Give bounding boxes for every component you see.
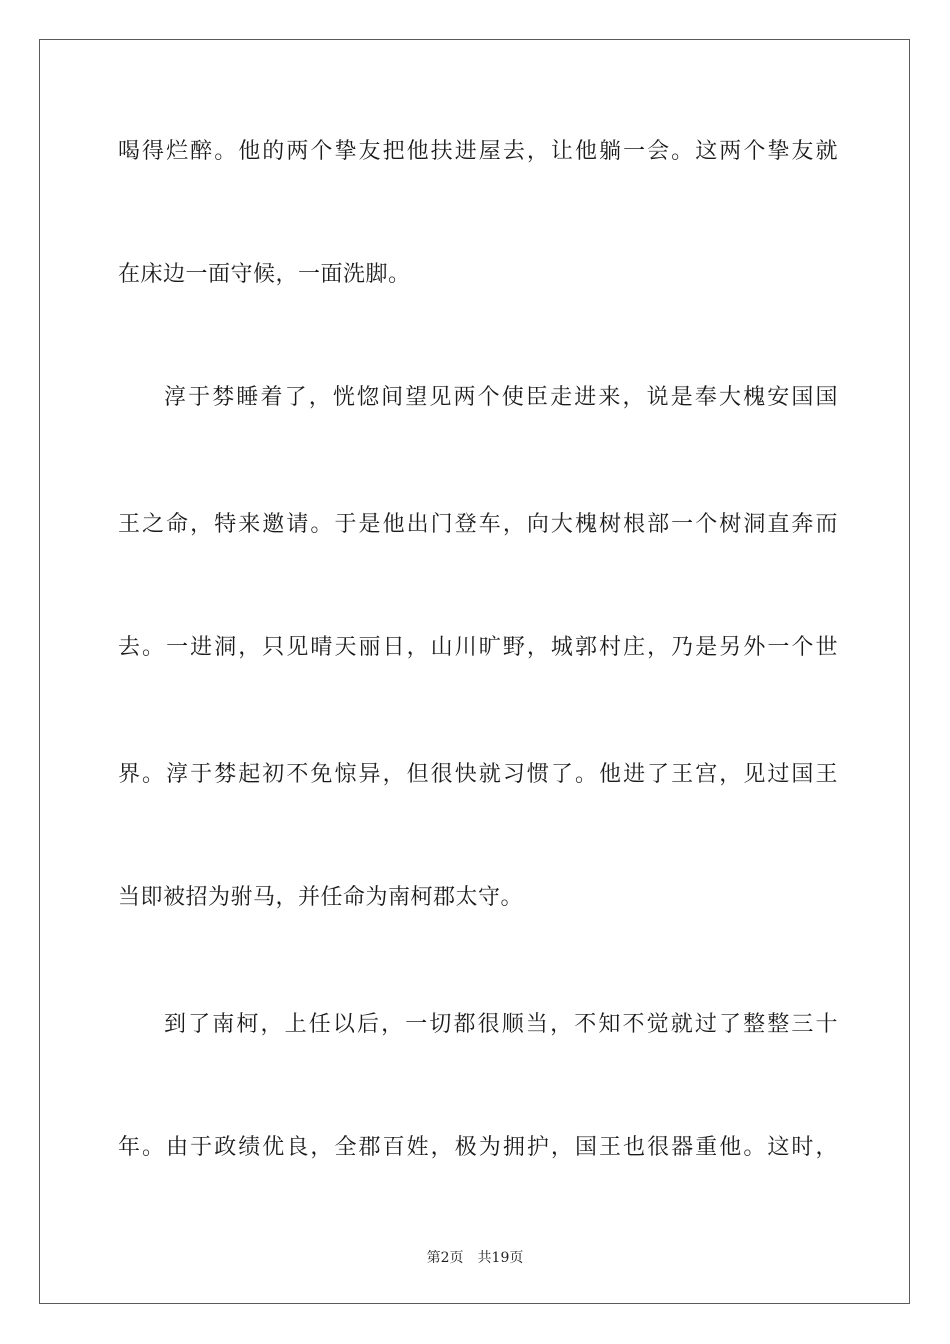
- page-border: [39, 39, 910, 1304]
- text-line: 年。由于政绩优良，全郡百姓，极为拥护，国王也很器重他。这时，: [118, 1135, 838, 1160]
- text-line: 在床边一面守候，一面洗脚。: [118, 262, 411, 287]
- page-number: 第2页: [426, 1250, 464, 1266]
- total-pages: 共19页: [477, 1250, 524, 1266]
- text-line: 王之命，特来邀请。于是他出门登车，向大槐树根部一个树洞直奔而: [118, 512, 838, 537]
- paragraph-first-line: 到了南柯，上任以后，一切都很顺当，不知不觉就过了整整三十: [164, 1012, 838, 1037]
- text-line: 去。一进洞，只见晴天丽日，山川旷野，城郭村庄，乃是另外一个世: [118, 635, 838, 660]
- text-line: 喝得烂醉。他的两个挚友把他扶进屋去，让他躺一会。这两个挚友就: [118, 139, 838, 164]
- text-line: 界。淳于棼起初不免惊异，但很快就习惯了。他进了王宫，见过国王: [118, 762, 838, 787]
- text-line: 当即被招为驸马，并任命为南柯郡太守。: [118, 885, 524, 910]
- page-footer: [0, 1247, 950, 1267]
- paragraph-first-line: 淳于棼睡着了，恍惚间望见两个使臣走进来，说是奉大槐安国国: [164, 385, 838, 410]
